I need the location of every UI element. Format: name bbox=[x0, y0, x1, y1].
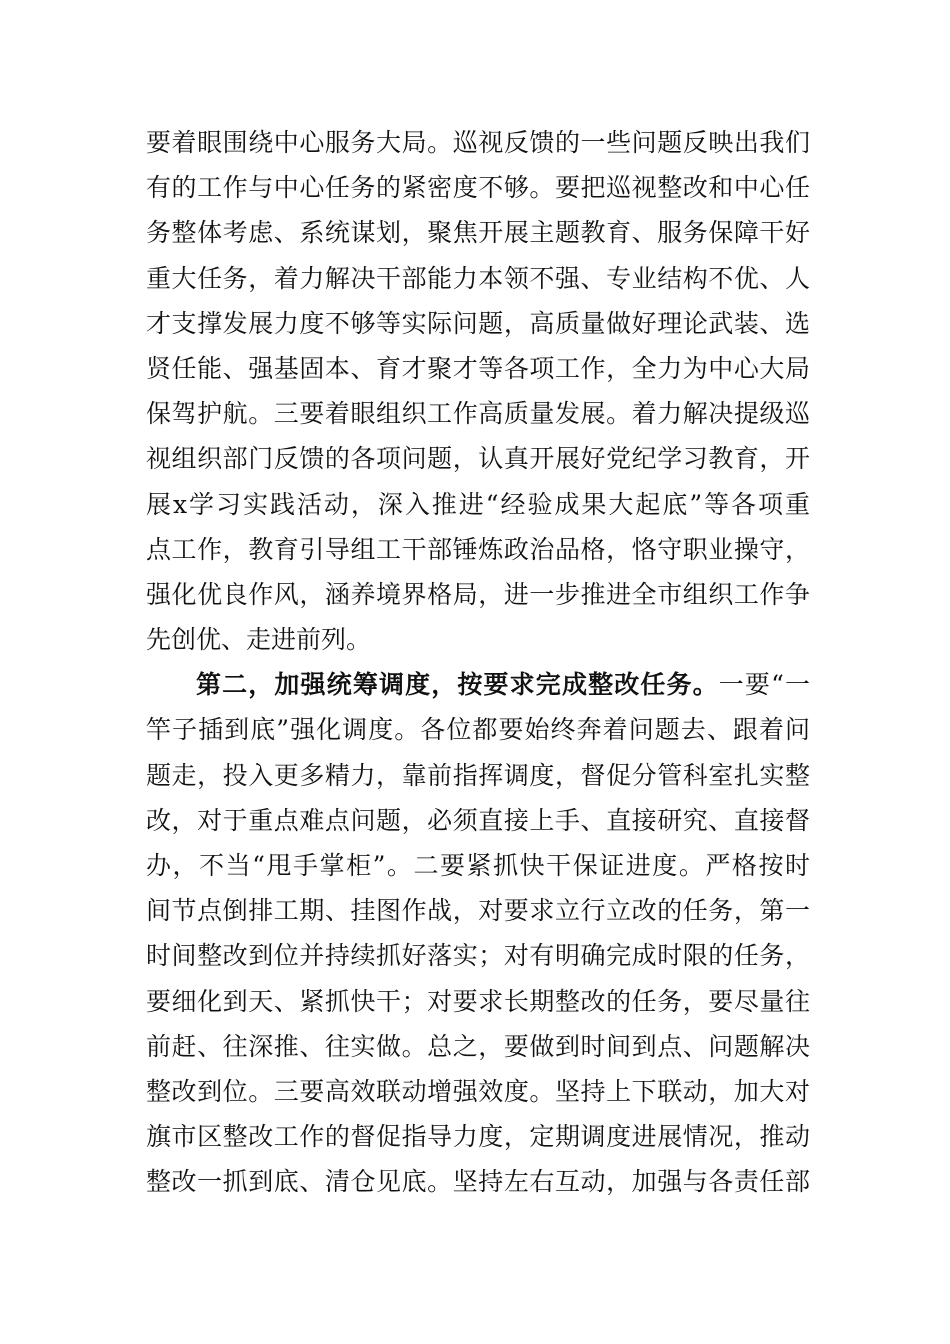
paragraph-first-line bbox=[146, 662, 810, 707]
paragraph-2 bbox=[146, 662, 810, 1204]
text-line: 要细化到天、紧抓快干；对要求长期整改的任务，要尽量往 bbox=[146, 986, 810, 1016]
text-line: 办，不当“甩手掌柜”。二要紧抓快干保证进度。严格按时 bbox=[146, 851, 810, 880]
text-line: 保驾护航。三要着眼组织工作高质量发展。着力解决提级巡 bbox=[146, 399, 810, 429]
document-body bbox=[146, 120, 810, 1205]
text-line: 间节点倒排工期、挂图作战，对要求立行立改的任务，第一 bbox=[146, 896, 810, 926]
paragraph-1 bbox=[146, 120, 810, 662]
text-line: 整改一抓到底、清仓见底。坚持左右互动，加强与各责任部 bbox=[146, 1167, 810, 1197]
text-line: 题走，投入更多精力，靠前指挥调度，督促分管科室扎实整 bbox=[146, 760, 810, 790]
text-line: 强化优良作风，涵养境界格局，进一步推进全市组织工作争 bbox=[146, 579, 810, 609]
text-line: 改，对于重点难点问题，必须直接上手、直接研究、直接督 bbox=[146, 805, 810, 835]
text-line: 贤任能、强基固本、育才聚才等各项工作，全力为中心大局 bbox=[146, 353, 810, 383]
text-line: 先创优、走进前列。 bbox=[146, 625, 372, 655]
text-line: 有的工作与中心任务的紧密度不够。要把巡视整改和中心任 bbox=[146, 173, 810, 203]
text-line: 展x学习实践活动，深入推进“经验成果大起底”等各项重 bbox=[146, 489, 810, 519]
text-line: 视组织部门反馈的各项问题，认真开展好党纪学习教育，开 bbox=[146, 444, 810, 474]
text-run: 一要“一 bbox=[718, 670, 810, 700]
text-line: 前赶、往深推、往实做。总之，要做到时间到点、问题解决 bbox=[146, 1031, 810, 1061]
text-line: 务整体考虑、系统谋划，聚焦开展主题教育、服务保障干好 bbox=[146, 218, 810, 248]
text-line: 竿子插到底”强化调度。各位都要始终奔着问题去、跟着问 bbox=[146, 715, 810, 745]
text-line: 时间整改到位并持续抓好落实；对有明确完成时限的任务， bbox=[146, 941, 810, 971]
text-line: 重大任务，着力解决干部能力本领不强、专业结构不优、人 bbox=[146, 263, 810, 293]
text-line: 整改到位。三要高效联动增强效度。坚持上下联动，加大对 bbox=[146, 1076, 810, 1106]
text-line: 点工作，教育引导组工干部锤炼政治品格，恪守职业操守， bbox=[146, 534, 810, 564]
section-heading: 第二，加强统筹调度，按要求完成整改任务。 bbox=[196, 670, 719, 700]
text-line: 才支撑发展力度不够等实际问题，高质量做好理论武装、选 bbox=[146, 308, 810, 338]
text-line: 旗市区整改工作的督促指导力度，定期调度进展情况，推动 bbox=[146, 1122, 810, 1152]
text-line: 要着眼围绕中心服务大局。巡视反馈的一些问题反映出我们 bbox=[146, 128, 810, 157]
